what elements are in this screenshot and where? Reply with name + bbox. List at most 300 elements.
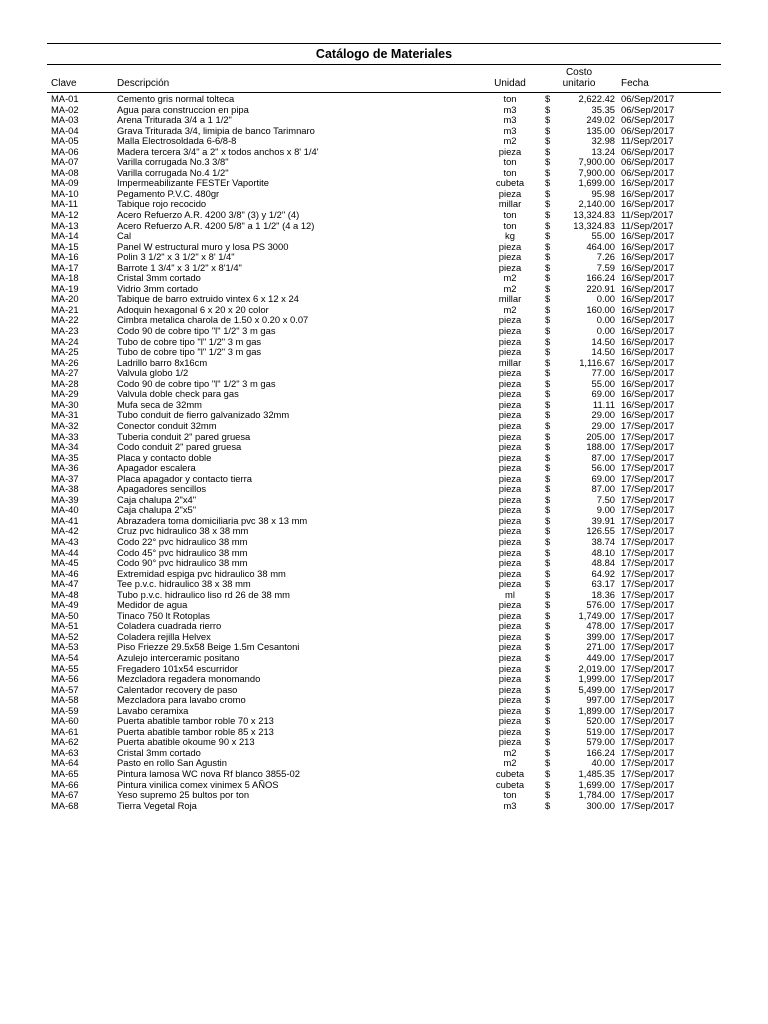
row-unidad: m2 <box>503 273 517 284</box>
table-row <box>47 727 721 738</box>
row-currency: $ <box>545 210 551 221</box>
row-descripcion: Vidrio 3mm cortado <box>117 283 199 294</box>
row-currency: $ <box>545 515 551 526</box>
table-row <box>47 221 721 232</box>
row-unidad: pieza <box>498 684 522 695</box>
row-fecha: 17/Sep/2017 <box>621 610 675 621</box>
row-clave: MA-61 <box>51 726 79 737</box>
row-unidad: pieza <box>498 442 522 453</box>
row-fecha: 17/Sep/2017 <box>621 579 675 590</box>
row-currency: $ <box>545 231 551 242</box>
row-clave: MA-29 <box>51 389 79 400</box>
row-currency: $ <box>545 600 551 611</box>
row-fecha: 17/Sep/2017 <box>621 515 675 526</box>
row-currency: $ <box>545 473 551 484</box>
table-row <box>47 379 721 390</box>
row-clave: MA-03 <box>51 115 79 126</box>
row-currency: $ <box>545 547 551 558</box>
row-descripcion: Puerta abatible tambor roble 85 x 213 <box>117 726 274 737</box>
row-fecha: 17/Sep/2017 <box>621 652 675 663</box>
row-clave: MA-08 <box>51 167 79 178</box>
row-unidad: m2 <box>503 304 517 315</box>
row-costo: 7.50 <box>596 494 615 505</box>
row-costo: 55.00 <box>591 378 615 389</box>
row-descripcion: Madera tercera 3/4" a 2" x todos anchos x 8' 1/4' <box>117 146 319 157</box>
row-unidad: pieza <box>498 642 522 653</box>
row-fecha: 06/Sep/2017 <box>621 167 675 178</box>
row-descripcion: Codo 22° pvc hidraulico 38 mm <box>117 536 248 547</box>
table-row <box>47 758 721 769</box>
table-row <box>47 505 721 516</box>
table-row <box>47 611 721 622</box>
row-costo: 520.00 <box>586 716 615 727</box>
row-currency: $ <box>545 178 551 189</box>
row-costo: 77.00 <box>591 368 615 379</box>
row-unidad: pieza <box>498 695 522 706</box>
materials-catalog-sheet <box>47 43 721 811</box>
row-fecha: 16/Sep/2017 <box>621 304 675 315</box>
row-currency: $ <box>545 104 551 115</box>
row-descripcion: Tabique de barro extruido vintex 6 x 12 x 24 <box>117 294 299 305</box>
row-descripcion: Medidor de agua <box>117 600 188 611</box>
row-costo: 56.00 <box>591 463 615 474</box>
table-row <box>47 632 721 643</box>
row-currency: $ <box>545 452 551 463</box>
row-costo: 7,900.00 <box>578 167 615 178</box>
table-row <box>47 432 721 443</box>
row-unidad: pieza <box>498 505 522 516</box>
row-unidad: cubeta <box>495 779 525 790</box>
row-unidad: pieza <box>498 368 522 379</box>
row-clave: MA-19 <box>51 283 79 294</box>
row-unidad: ton <box>503 220 517 231</box>
row-clave: MA-60 <box>51 716 79 727</box>
row-clave: MA-50 <box>51 610 79 621</box>
row-fecha: 06/Sep/2017 <box>621 146 675 157</box>
table-row <box>47 516 721 527</box>
table-row <box>47 716 721 727</box>
row-currency: $ <box>545 336 551 347</box>
row-clave: MA-28 <box>51 378 79 389</box>
table-row <box>47 326 721 337</box>
table-row <box>47 136 721 147</box>
table-row <box>47 189 721 200</box>
row-fecha: 17/Sep/2017 <box>621 526 675 537</box>
row-currency: $ <box>545 389 551 400</box>
row-descripcion: Ladrillo barro 8x16cm <box>117 357 208 368</box>
row-costo: 220.91 <box>586 283 615 294</box>
table-row <box>47 442 721 453</box>
table-row <box>47 463 721 474</box>
row-currency: $ <box>545 199 551 210</box>
row-clave: MA-30 <box>51 399 79 410</box>
row-descripcion: Lavabo ceramixa <box>117 705 189 716</box>
row-fecha: 17/Sep/2017 <box>621 452 675 463</box>
row-descripcion: Pasto en rollo San Agustin <box>117 758 227 769</box>
row-fecha: 17/Sep/2017 <box>621 558 675 569</box>
row-fecha: 17/Sep/2017 <box>621 568 675 579</box>
row-descripcion: Apagadores sencillos <box>117 484 207 495</box>
row-unidad: pieza <box>498 663 522 674</box>
row-clave: MA-36 <box>51 463 79 474</box>
row-unidad: pieza <box>498 389 522 400</box>
table-row <box>47 421 721 432</box>
row-currency: $ <box>545 431 551 442</box>
row-unidad: m2 <box>503 758 517 769</box>
row-unidad: ton <box>503 167 517 178</box>
table-row <box>47 157 721 168</box>
table-row <box>47 231 721 242</box>
row-currency: $ <box>545 642 551 653</box>
row-descripcion: Pintura lamosa WC nova Rf blanco 3855-02 <box>117 769 300 779</box>
row-currency: $ <box>545 442 551 453</box>
row-unidad: pieza <box>498 547 522 558</box>
row-unidad: m2 <box>503 136 517 147</box>
row-currency: $ <box>545 769 551 779</box>
row-descripcion: Extremidad espiga pvc hidraulico 38 mm <box>117 568 286 579</box>
row-descripcion: Codo 45° pvc hidraulico 38 mm <box>117 547 248 558</box>
table-row <box>47 495 721 506</box>
table-body <box>47 93 721 812</box>
row-currency: $ <box>545 674 551 685</box>
row-currency: $ <box>545 536 551 547</box>
table-row <box>47 600 721 611</box>
row-clave: MA-58 <box>51 695 79 706</box>
row-clave: MA-32 <box>51 420 79 431</box>
row-currency: $ <box>545 758 551 769</box>
row-unidad: m3 <box>503 125 517 136</box>
row-clave: MA-27 <box>51 368 79 379</box>
row-descripcion: Mezcladora para lavabo cromo <box>117 695 246 706</box>
row-costo: 5,499.00 <box>578 684 615 695</box>
row-clave: MA-34 <box>51 442 79 453</box>
row-unidad: cubeta <box>495 178 525 189</box>
row-unidad: m2 <box>503 747 517 758</box>
row-clave: MA-12 <box>51 210 79 221</box>
row-fecha: 17/Sep/2017 <box>621 642 675 653</box>
row-unidad: pieza <box>498 494 522 505</box>
row-unidad: pieza <box>498 378 522 389</box>
row-fecha: 17/Sep/2017 <box>621 621 675 632</box>
row-costo: 1,749.00 <box>578 610 615 621</box>
row-unidad: ton <box>503 93 517 104</box>
row-descripcion: Pegamento P.V.C. 480gr <box>117 188 220 199</box>
row-costo: 69.00 <box>591 389 615 400</box>
row-currency: $ <box>545 136 551 147</box>
row-currency: $ <box>545 526 551 537</box>
row-descripcion: Abrazadera toma domiciliaria pvc 38 x 13 mm <box>117 515 308 526</box>
row-fecha: 17/Sep/2017 <box>621 473 675 484</box>
row-unidad: cubeta <box>495 769 525 779</box>
row-costo: 11.11 <box>592 399 615 410</box>
row-clave: MA-18 <box>51 273 79 284</box>
table-row <box>47 368 721 379</box>
row-descripcion: Mezcladora regadera monomando <box>117 674 261 685</box>
row-fecha: 16/Sep/2017 <box>621 315 675 326</box>
row-costo: 2,622.42 <box>578 93 615 104</box>
table-row <box>47 337 721 348</box>
table-row <box>47 737 721 748</box>
row-currency: $ <box>545 631 551 642</box>
row-clave: MA-02 <box>51 104 79 115</box>
row-unidad: pieza <box>498 600 522 611</box>
row-descripcion: Impermeabilizante FESTEr Vaportite <box>117 178 269 189</box>
row-fecha: 16/Sep/2017 <box>621 252 675 263</box>
row-costo: 478.00 <box>586 621 615 632</box>
row-unidad: pieza <box>498 737 522 748</box>
row-descripcion: Pintura vinilica comex vinimex 5 AÑOS <box>117 779 279 790</box>
row-clave: MA-23 <box>51 326 79 337</box>
row-currency: $ <box>545 125 551 136</box>
row-descripcion: Varilla corrugada No.4 1/2" <box>117 167 229 178</box>
row-clave: MA-15 <box>51 241 79 252</box>
row-currency: $ <box>545 399 551 410</box>
table-row <box>47 484 721 495</box>
row-costo: 0.00 <box>596 326 615 337</box>
row-unidad: ml <box>505 589 515 600</box>
row-currency: $ <box>545 737 551 748</box>
row-costo: 7.59 <box>596 262 615 273</box>
row-descripcion: Piso Friezze 29.5x58 Beige 1.5m Cesantoni <box>117 642 300 653</box>
row-clave: MA-63 <box>51 747 79 758</box>
table-header <box>47 65 721 93</box>
row-fecha: 17/Sep/2017 <box>621 747 675 758</box>
row-costo: 399.00 <box>586 631 615 642</box>
row-currency: $ <box>545 463 551 474</box>
row-descripcion: Codo 90 de cobre tipo "l" 1/2" 3 m gas <box>117 326 276 337</box>
row-unidad: pieza <box>498 579 522 590</box>
row-fecha: 17/Sep/2017 <box>621 779 675 790</box>
row-unidad: kg <box>505 231 515 242</box>
row-fecha: 17/Sep/2017 <box>621 420 675 431</box>
row-fecha: 11/Sep/2017 <box>621 136 674 147</box>
row-clave: MA-10 <box>51 188 79 199</box>
table-row <box>47 400 721 411</box>
row-fecha: 17/Sep/2017 <box>621 726 675 737</box>
row-fecha: 17/Sep/2017 <box>621 589 675 600</box>
row-currency: $ <box>545 294 551 305</box>
row-currency: $ <box>545 273 551 284</box>
row-descripcion: Tubo conduit de fierro galvanizado 32mm <box>117 410 290 421</box>
row-clave: MA-13 <box>51 220 79 231</box>
row-unidad: pieza <box>498 716 522 727</box>
table-row <box>47 695 721 706</box>
header-unidad: Unidad <box>483 65 543 93</box>
row-fecha: 17/Sep/2017 <box>621 737 675 748</box>
table-row <box>47 790 721 801</box>
row-clave: MA-24 <box>51 336 79 347</box>
row-clave: MA-37 <box>51 473 79 484</box>
row-costo: 997.00 <box>586 695 615 706</box>
row-unidad: pieza <box>498 336 522 347</box>
row-costo: 449.00 <box>586 652 615 663</box>
row-unidad: millar <box>498 357 522 368</box>
row-descripcion: Tubo de cobre tipo "l" 1/2" 3 m gas <box>117 347 262 358</box>
row-descripcion: Tinaco 750 lt Rotoplas <box>117 610 210 621</box>
row-costo: 40.00 <box>591 758 615 769</box>
row-clave: MA-09 <box>51 178 79 189</box>
row-currency: $ <box>545 568 551 579</box>
row-unidad: pieza <box>498 473 522 484</box>
row-unidad: millar <box>498 199 522 210</box>
row-costo: 95.98 <box>591 188 615 199</box>
row-fecha: 16/Sep/2017 <box>621 389 675 400</box>
row-fecha: 11/Sep/2017 <box>621 210 674 221</box>
table-row <box>47 780 721 791</box>
row-clave: MA-22 <box>51 315 79 326</box>
row-currency: $ <box>545 410 551 421</box>
row-clave: MA-56 <box>51 674 79 685</box>
row-fecha: 16/Sep/2017 <box>621 357 675 368</box>
row-currency: $ <box>545 220 551 231</box>
row-descripcion: Tubo de cobre tipo "l" 1/2" 3 m gas <box>117 336 262 347</box>
header-clave: Clave <box>47 65 113 93</box>
row-fecha: 16/Sep/2017 <box>621 368 675 379</box>
row-descripcion: Panel W estructural muro y losa PS 3000 <box>117 241 289 252</box>
row-descripcion: Tee p.v.c. hidraulico 38 x 38 mm <box>117 579 251 590</box>
row-unidad: pieza <box>498 631 522 642</box>
table-row <box>47 105 721 116</box>
table-row <box>47 305 721 316</box>
row-clave: MA-57 <box>51 684 79 695</box>
row-costo: 39.91 <box>591 515 615 526</box>
row-descripcion: Acero Refuerzo A.R. 4200 5/8" a 1 1/2" (4 a 12) <box>117 220 315 231</box>
row-currency: $ <box>545 368 551 379</box>
row-clave: MA-16 <box>51 252 79 263</box>
row-descripcion: Cristal 3mm cortado <box>117 747 201 758</box>
row-fecha: 16/Sep/2017 <box>621 199 675 210</box>
table-row <box>47 569 721 580</box>
materials-table <box>47 65 721 811</box>
row-costo: 7,900.00 <box>578 157 615 168</box>
row-clave: MA-39 <box>51 494 79 505</box>
row-currency: $ <box>545 779 551 790</box>
row-unidad: pieza <box>498 610 522 621</box>
row-unidad: pieza <box>498 410 522 421</box>
row-costo: 87.00 <box>591 452 615 463</box>
table-row <box>47 642 721 653</box>
row-clave: MA-33 <box>51 431 79 442</box>
row-descripcion: Yeso supremo 25 bultos por ton <box>117 790 250 801</box>
row-costo: 166.24 <box>586 747 615 758</box>
row-currency: $ <box>545 800 551 811</box>
row-unidad: pieza <box>498 536 522 547</box>
row-descripcion: Tuberia conduit 2" pared gruesa <box>117 431 251 442</box>
row-unidad: pieza <box>498 674 522 685</box>
table-row <box>47 706 721 717</box>
row-costo: 13,324.83 <box>573 210 615 221</box>
row-fecha: 16/Sep/2017 <box>621 262 675 273</box>
row-costo: 249.02 <box>586 115 615 126</box>
row-currency: $ <box>545 357 551 368</box>
row-fecha: 17/Sep/2017 <box>621 716 675 727</box>
row-descripcion: Valvula globo 1/2 <box>117 368 189 379</box>
row-unidad: m3 <box>503 115 517 126</box>
row-costo: 38.74 <box>591 536 615 547</box>
row-descripcion: Placa apagador y contacto tierra <box>117 473 252 484</box>
row-unidad: pieza <box>498 347 522 358</box>
row-clave: MA-38 <box>51 484 79 495</box>
row-descripcion: Puerta abatible tambor roble 70 x 213 <box>117 716 274 727</box>
row-fecha: 06/Sep/2017 <box>621 115 675 126</box>
table-row <box>47 558 721 569</box>
row-costo: 7.26 <box>596 252 615 263</box>
table-row <box>47 590 721 601</box>
row-costo: 160.00 <box>586 304 615 315</box>
row-unidad: m3 <box>503 104 517 115</box>
row-fecha: 16/Sep/2017 <box>621 347 675 358</box>
row-unidad: pieza <box>498 326 522 337</box>
row-fecha: 17/Sep/2017 <box>621 505 675 516</box>
row-currency: $ <box>545 505 551 516</box>
row-fecha: 17/Sep/2017 <box>621 431 675 442</box>
row-descripcion: Grava Triturada 3/4, limipia de banco Tarimnaro <box>117 125 315 136</box>
row-fecha: 17/Sep/2017 <box>621 484 675 495</box>
row-costo: 35.35 <box>591 104 615 115</box>
row-costo: 29.00 <box>591 410 615 421</box>
header-fecha: Fecha <box>615 65 721 93</box>
row-unidad: pieza <box>498 568 522 579</box>
header-costo-line1: Costo <box>565 67 593 78</box>
row-descripcion: Mufa seca de 32mm <box>117 399 202 410</box>
row-costo: 1,699.00 <box>578 178 615 189</box>
table-row <box>47 178 721 189</box>
row-costo: 1,485.35 <box>578 769 615 779</box>
row-currency: $ <box>545 188 551 199</box>
row-costo: 64.92 <box>591 568 615 579</box>
row-clave: MA-52 <box>51 631 79 642</box>
row-currency: $ <box>545 315 551 326</box>
row-descripcion: Puerta abatible okoume 90 x 213 <box>117 737 255 748</box>
row-descripcion: Azulejo interceramic positano <box>117 652 240 663</box>
row-currency: $ <box>545 304 551 315</box>
row-unidad: pieza <box>498 146 522 157</box>
row-currency: $ <box>545 484 551 495</box>
row-costo: 48.84 <box>591 558 615 569</box>
row-clave: MA-01 <box>51 93 79 104</box>
row-fecha: 16/Sep/2017 <box>621 283 675 294</box>
row-clave: MA-65 <box>51 769 79 779</box>
table-row <box>47 284 721 295</box>
row-fecha: 17/Sep/2017 <box>621 758 675 769</box>
row-fecha: 17/Sep/2017 <box>621 442 675 453</box>
row-fecha: 16/Sep/2017 <box>621 326 675 337</box>
row-clave: MA-05 <box>51 136 79 147</box>
row-costo: 519.00 <box>586 726 615 737</box>
row-descripcion: Codo conduit 2" pared gruesa <box>117 442 242 453</box>
row-clave: MA-17 <box>51 262 79 273</box>
row-costo: 271.00 <box>586 642 615 653</box>
row-costo: 579.00 <box>586 737 615 748</box>
row-currency: $ <box>545 157 551 168</box>
row-fecha: 17/Sep/2017 <box>621 695 675 706</box>
table-row <box>47 537 721 548</box>
row-clave: MA-67 <box>51 790 79 801</box>
table-row <box>47 801 721 812</box>
row-unidad: pieza <box>498 399 522 410</box>
row-descripcion: Coladera rejilla Helvex <box>117 631 211 642</box>
table-row <box>47 168 721 179</box>
row-unidad: pieza <box>498 484 522 495</box>
table-row <box>47 294 721 305</box>
row-unidad: pieza <box>498 705 522 716</box>
row-clave: MA-07 <box>51 157 79 168</box>
row-unidad: pieza <box>498 621 522 632</box>
row-fecha: 16/Sep/2017 <box>621 399 675 410</box>
table-row <box>47 93 721 105</box>
row-currency: $ <box>545 420 551 431</box>
row-clave: MA-35 <box>51 452 79 463</box>
